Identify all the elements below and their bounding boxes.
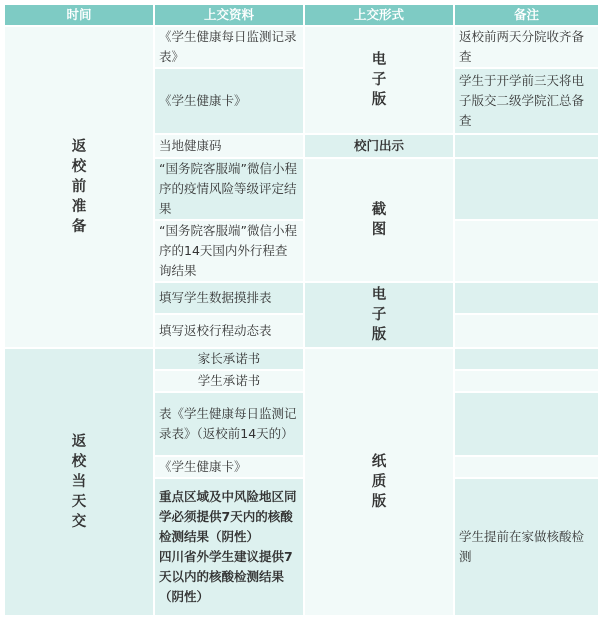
table-header (4, 4, 599, 26)
material-cell: “国务院客服端”微信小程序的14天国内外行程查询结果 (154, 220, 304, 282)
material-cell: 《学生健康卡》 (154, 456, 304, 478)
note-cell: 学生于开学前三天将电子版交二级学院汇总备查 (454, 68, 599, 134)
material-cell: 填写返校行程动态表 (154, 314, 304, 348)
group-label-return-day: 返 校 当 天 交 (4, 348, 154, 616)
material-cell: 填写学生数据摸排表 (154, 282, 304, 314)
note-cell (454, 392, 599, 456)
material-line: 重点区域及中风险地区同学必须提供7天内的核酸检测结果（阴性） (159, 489, 297, 544)
note-cell (454, 456, 599, 478)
group-label-before-return: 返 校 前 准 备 (4, 26, 154, 348)
material-cell: 《学生健康卡》 (154, 68, 304, 134)
format-electronic-2: 电 子 版 (304, 282, 454, 348)
header-note: 备注 (454, 4, 599, 26)
header-time: 时间 (4, 4, 154, 26)
table-row (4, 26, 599, 68)
format-gate-show: 校门出示 (304, 134, 454, 158)
format-paper: 纸 质 版 (304, 348, 454, 616)
material-cell: 家长承诺书 (154, 348, 304, 370)
note-cell (454, 220, 599, 282)
material-cell: “国务院客服端”微信小程序的疫情风险等级评定结果 (154, 158, 304, 220)
format-screenshot: 截 图 (304, 158, 454, 282)
material-line: 四川省外学生建议提供7天以内的核酸检测结果（阴性） (159, 549, 293, 604)
header-materials: 上交资料 (154, 4, 304, 26)
note-cell: 学生提前在家做核酸检测 (454, 478, 599, 616)
note-cell (454, 370, 599, 392)
material-cell: 学生承诺书 (154, 370, 304, 392)
note-cell (454, 158, 599, 220)
note-cell (454, 134, 599, 158)
material-cell (154, 478, 304, 616)
format-electronic: 电 子 版 (304, 26, 454, 134)
note-cell (454, 314, 599, 348)
material-cell: 当地健康码 (154, 134, 304, 158)
material-cell: 表《学生健康每日监测记录表》（返校前14天的） (154, 392, 304, 456)
submission-table (3, 3, 600, 617)
note-cell (454, 282, 599, 314)
table-row (4, 348, 599, 370)
header-format: 上交形式 (304, 4, 454, 26)
note-cell: 返校前两天分院收齐备查 (454, 26, 599, 68)
material-cell: 《学生健康每日监测记录表》 (154, 26, 304, 68)
note-cell (454, 348, 599, 370)
